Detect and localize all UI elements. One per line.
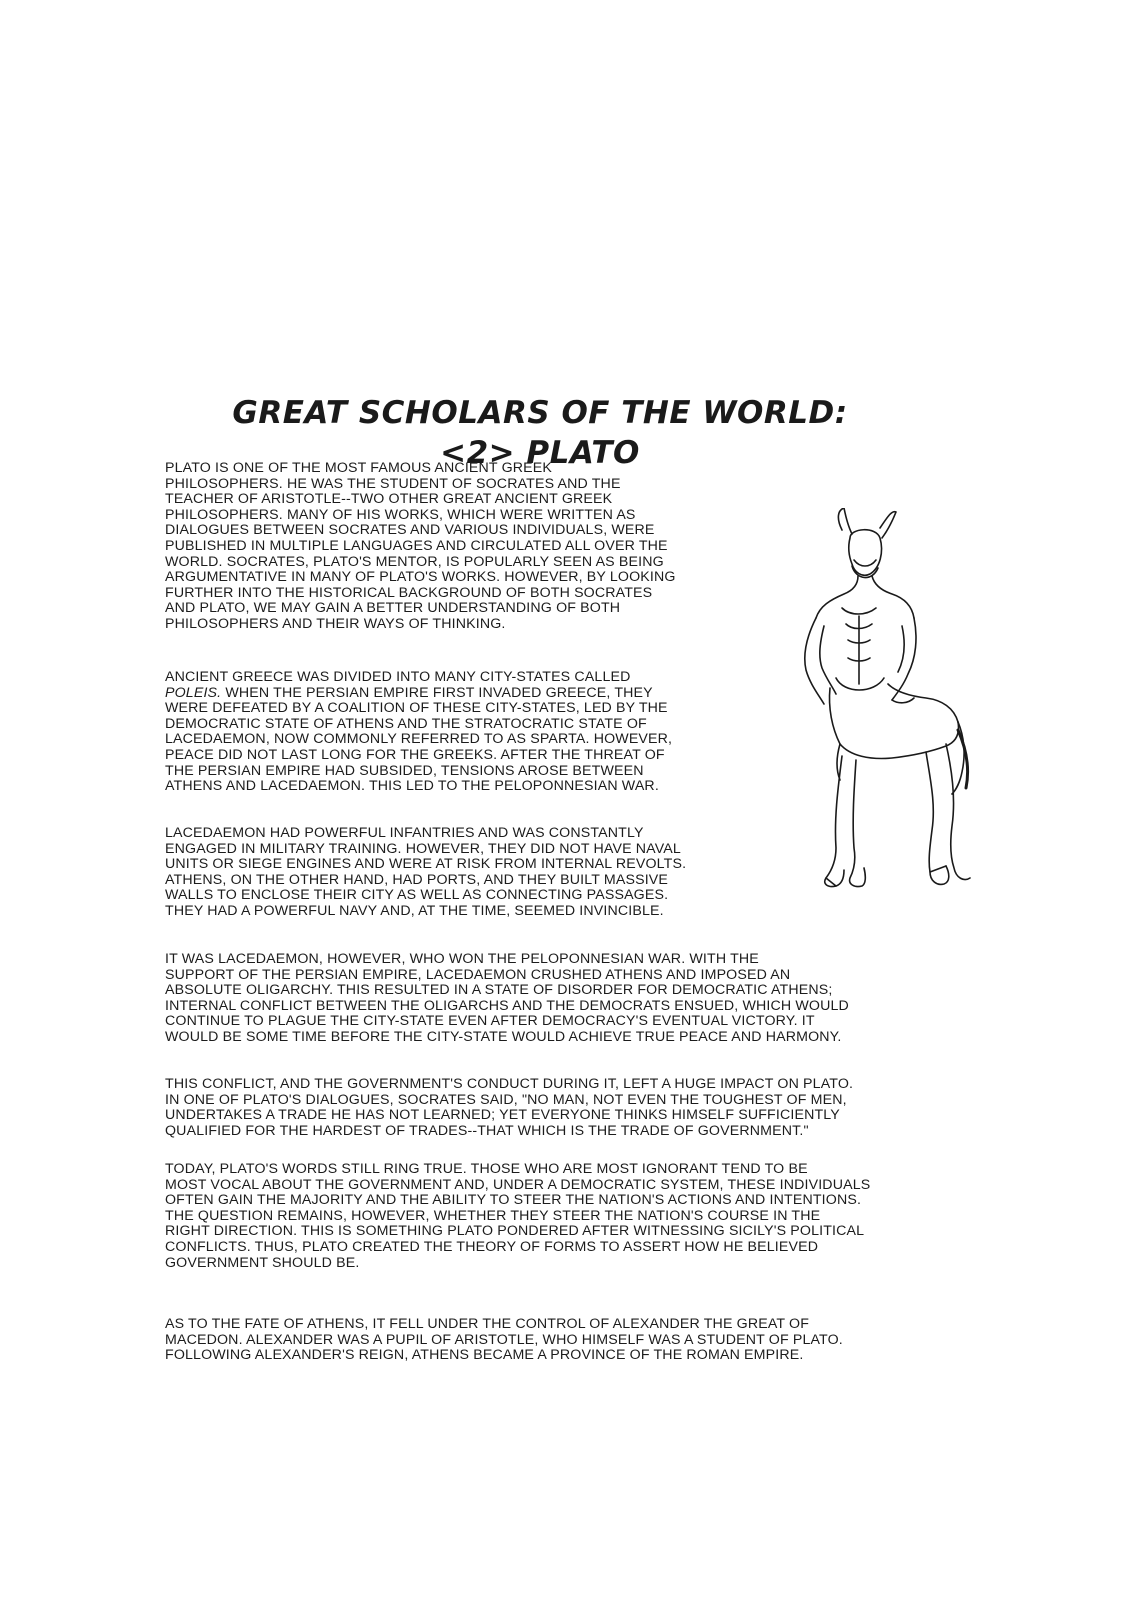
paragraph-city-states-rest: WHEN THE PERSIAN EMPIRE FIRST INVADED GREECE, THEY WERE DEFEATED BY A COALITION OF THESE CITY-STATES, LED BY THE DEMOCRATIC STATE OF ATHENS AND THE STRATOCRATIC STATE OF LACEDAEMON, NOW COMMONLY REFERRED TO AS SPARTA. HOWEVER, PEACE DID NOT LAST LONG FOR THE GREEKS. AFTER THE THREAT OF THE PERSIAN EMPIRE HAD SUBSIDED, TENSIONS AROSE BETWEEN ATHENS AND LACEDAEMON. THIS LED TO THE PELOPONNESIAN WAR.: [165, 684, 673, 795]
title-line-1: GREAT SCHOLARS OF THE WORLD:: [232, 394, 848, 431]
paragraph-fate-of-athens: AS TO THE FATE OF ATHENS, IT FELL UNDER THE CONTROL OF ALEXANDER THE GREAT OF MACEDON. ALEXANDER WAS A PUPIL OF ARISTOTLE, WHO HIMSELF WAS A STUDENT OF PLATO. FOLLOWING ALEXANDER'S REIGN, ATHENS BECAME A PROVINCE OF THE ROMAN EMPIRE.: [165, 1316, 843, 1364]
paragraph-intro: PLATO IS ONE OF THE MOST FAMOUS ANCIENT GREEK PHILOSOPHERS. HE WAS THE STUDENT OF SOCRATES AND THE TEACHER OF ARISTOTLE--TWO OTHER GREAT ANCIENT GREEK PHILOSOPHERS. MANY OF HIS WORKS, WHICH WERE WRITTEN AS DIALOGUES BETWEEN SOCRATES AND VARIOUS INDIVIDUALS, WERE PUBLISHED IN MULTIPLE LANGUAGES AND CIRCULATED ALL OVER THE WORLD. SOCRATES, PLATO'S MENTOR, IS POPULARLY SEEN AS BEING ARGUMENTATIVE IN MANY OF PLATO'S WORKS. HOWEVER, BY LOOKING FURTHER INTO THE HISTORICAL BACKGROUND OF BOTH SOCRATES AND PLATO, WE MAY GAIN A BETTER UNDERSTANDING OF BOTH PHILOSOPHERS AND THEIR WAYS OF THINKING.: [165, 460, 676, 632]
paragraph-plato-today: TODAY, PLATO'S WORDS STILL RING TRUE. THOSE WHO ARE MOST IGNORANT TEND TO BE MOST VOCAL ABOUT THE GOVERNMENT AND, UNDER A DEMOCRATIC SYSTEM, THESE INDIVIDUALS OFTEN GAIN THE MAJORITY AND THE ABILITY TO STEER THE NATION'S ACTIONS AND INTENTIONS. THE QUESTION REMAINS, HOWEVER, WHETHER THEY STEER THE NATION'S COURSE IN THE RIGHT DIRECTION. THIS IS SOMETHING PLATO PONDERED AFTER WITNESSING SICILY'S POLITICAL CONFLICTS. THUS, PLATO CREATED THE THEORY OF FORMS TO ASSERT HOW HE BELIEVED GOVERNMENT SHOULD BE.: [165, 1161, 871, 1271]
paragraph-city-states: [165, 670, 815, 795]
paragraph-socrates-quote: THIS CONFLICT, AND THE GOVERNMENT'S CONDUCT DURING IT, LEFT A HUGE IMPACT ON PLATO. IN ONE OF PLATO'S DIALOGUES, SOCRATES SAID, "NO MAN, NOT EVEN THE TOUGHEST OF MEN, UNDERTAKES A TRADE HE HAS NOT LEARNED; YET EVERYONE THINKS HIMSELF SUFFICIENTLY QUALIFIED FOR THE HARDEST OF TRADES--THAT WHICH IS THE TRADE OF GOVERNMENT.": [165, 1076, 854, 1139]
paragraph-lacedaemon-athens: LACEDAEMON HAD POWERFUL INFANTRIES AND WAS CONSTANTLY ENGAGED IN MILITARY TRAINING. HOWEVER, THEY DID NOT HAVE NAVAL UNITS OR SIEGE ENGINES AND WERE AT RISK FROM INTERNAL REVOLTS. ATHENS, ON THE OTHER HAND, HAD PORTS, AND THEY BUILT MASSIVE WALLS TO ENCLOSE THEIR CITY AS WELL AS CONNECTING PASSAGES. THEY HAD A POWERFUL NAVY AND, AT THE TIME, SEEMED INVINCIBLE.: [165, 825, 687, 919]
centaur-illustration-icon: [780, 508, 975, 893]
paragraph-peloponnesian-war: IT WAS LACEDAEMON, HOWEVER, WHO WON THE PELOPONNESIAN WAR. WITH THE SUPPORT OF THE PERSIAN EMPIRE, LACEDAEMON CRUSHED ATHENS AND IMPOSED AN ABSOLUTE OLIGARCHY. THIS RESULTED IN A STATE OF DISORDER FOR DEMOCRATIC ATHENS; INTERNAL CONFLICT BETWEEN THE OLIGARCHS AND THE DEMOCRATS ENSUED, WHICH WOULD CONTINUE TO PLAGUE THE CITY-STATE EVEN AFTER DEMOCRACY'S EVENTUAL VICTORY. IT WOULD BE SOME TIME BEFORE THE CITY-STATE WOULD ACHIEVE TRUE PEACE AND HARMONY.: [165, 951, 849, 1045]
title-line-2: <2> PLATO: [440, 434, 640, 471]
poleis-italic-term: POLEIS.: [165, 684, 222, 701]
paragraph-city-states-start: ANCIENT GREECE WAS DIVIDED INTO MANY CITY-STATES CALLED: [165, 669, 631, 685]
